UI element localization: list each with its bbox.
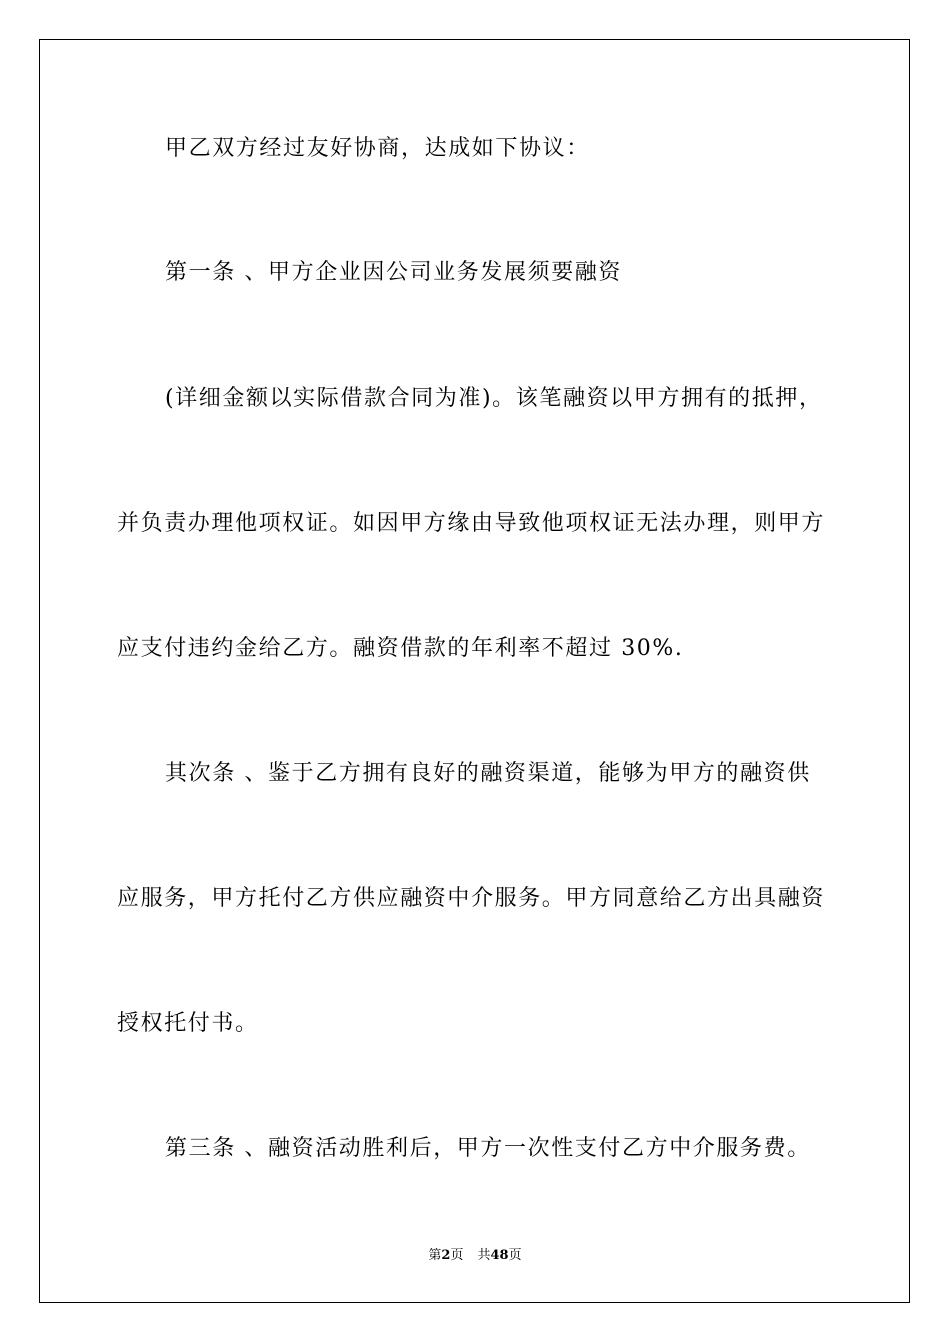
paragraph-line-8: 授权托付书。 xyxy=(117,1011,259,1036)
paragraph-line-7: 应服务，甲方托付乙方供应融资中介服务。甲方同意给乙方出具融资 xyxy=(117,886,826,911)
paragraph-line-3: (详细金额以实际借款合同为准)。该笔融资以甲方拥有的抵押， xyxy=(165,386,823,411)
footer-page-suffix: 页 xyxy=(450,1248,464,1263)
paragraph-line-1: 甲乙双方经过友好协商，达成如下协议： xyxy=(165,136,590,161)
paragraph-line-9: 第三条 、融资活动胜利后，甲方一次性支付乙方中介服务费。 xyxy=(165,1136,811,1161)
footer-total-prefix: 共 xyxy=(477,1248,491,1263)
footer-total-suffix: 页 xyxy=(508,1248,522,1263)
paragraph-line-4: 并负责办理他项权证。如因甲方缘由导致他项权证无法办理，则甲方 xyxy=(117,511,826,536)
footer-total-pages: 48 xyxy=(490,1248,509,1263)
paragraph-line-5: 应支付违约金给乙方。融资借款的年利率不超过 30%. xyxy=(117,636,684,661)
paragraph-line-2: 第一条 、甲方企业因公司业务发展须要融资 xyxy=(165,260,622,285)
paragraph-line-6: 其次条 、鉴于乙方拥有良好的融资渠道，能够为甲方的融资供 xyxy=(165,761,811,786)
footer-page-prefix: 第 xyxy=(428,1248,442,1263)
page-frame xyxy=(39,39,910,1303)
footer-page-number: 2 xyxy=(441,1248,451,1263)
page-footer xyxy=(0,1247,950,1265)
